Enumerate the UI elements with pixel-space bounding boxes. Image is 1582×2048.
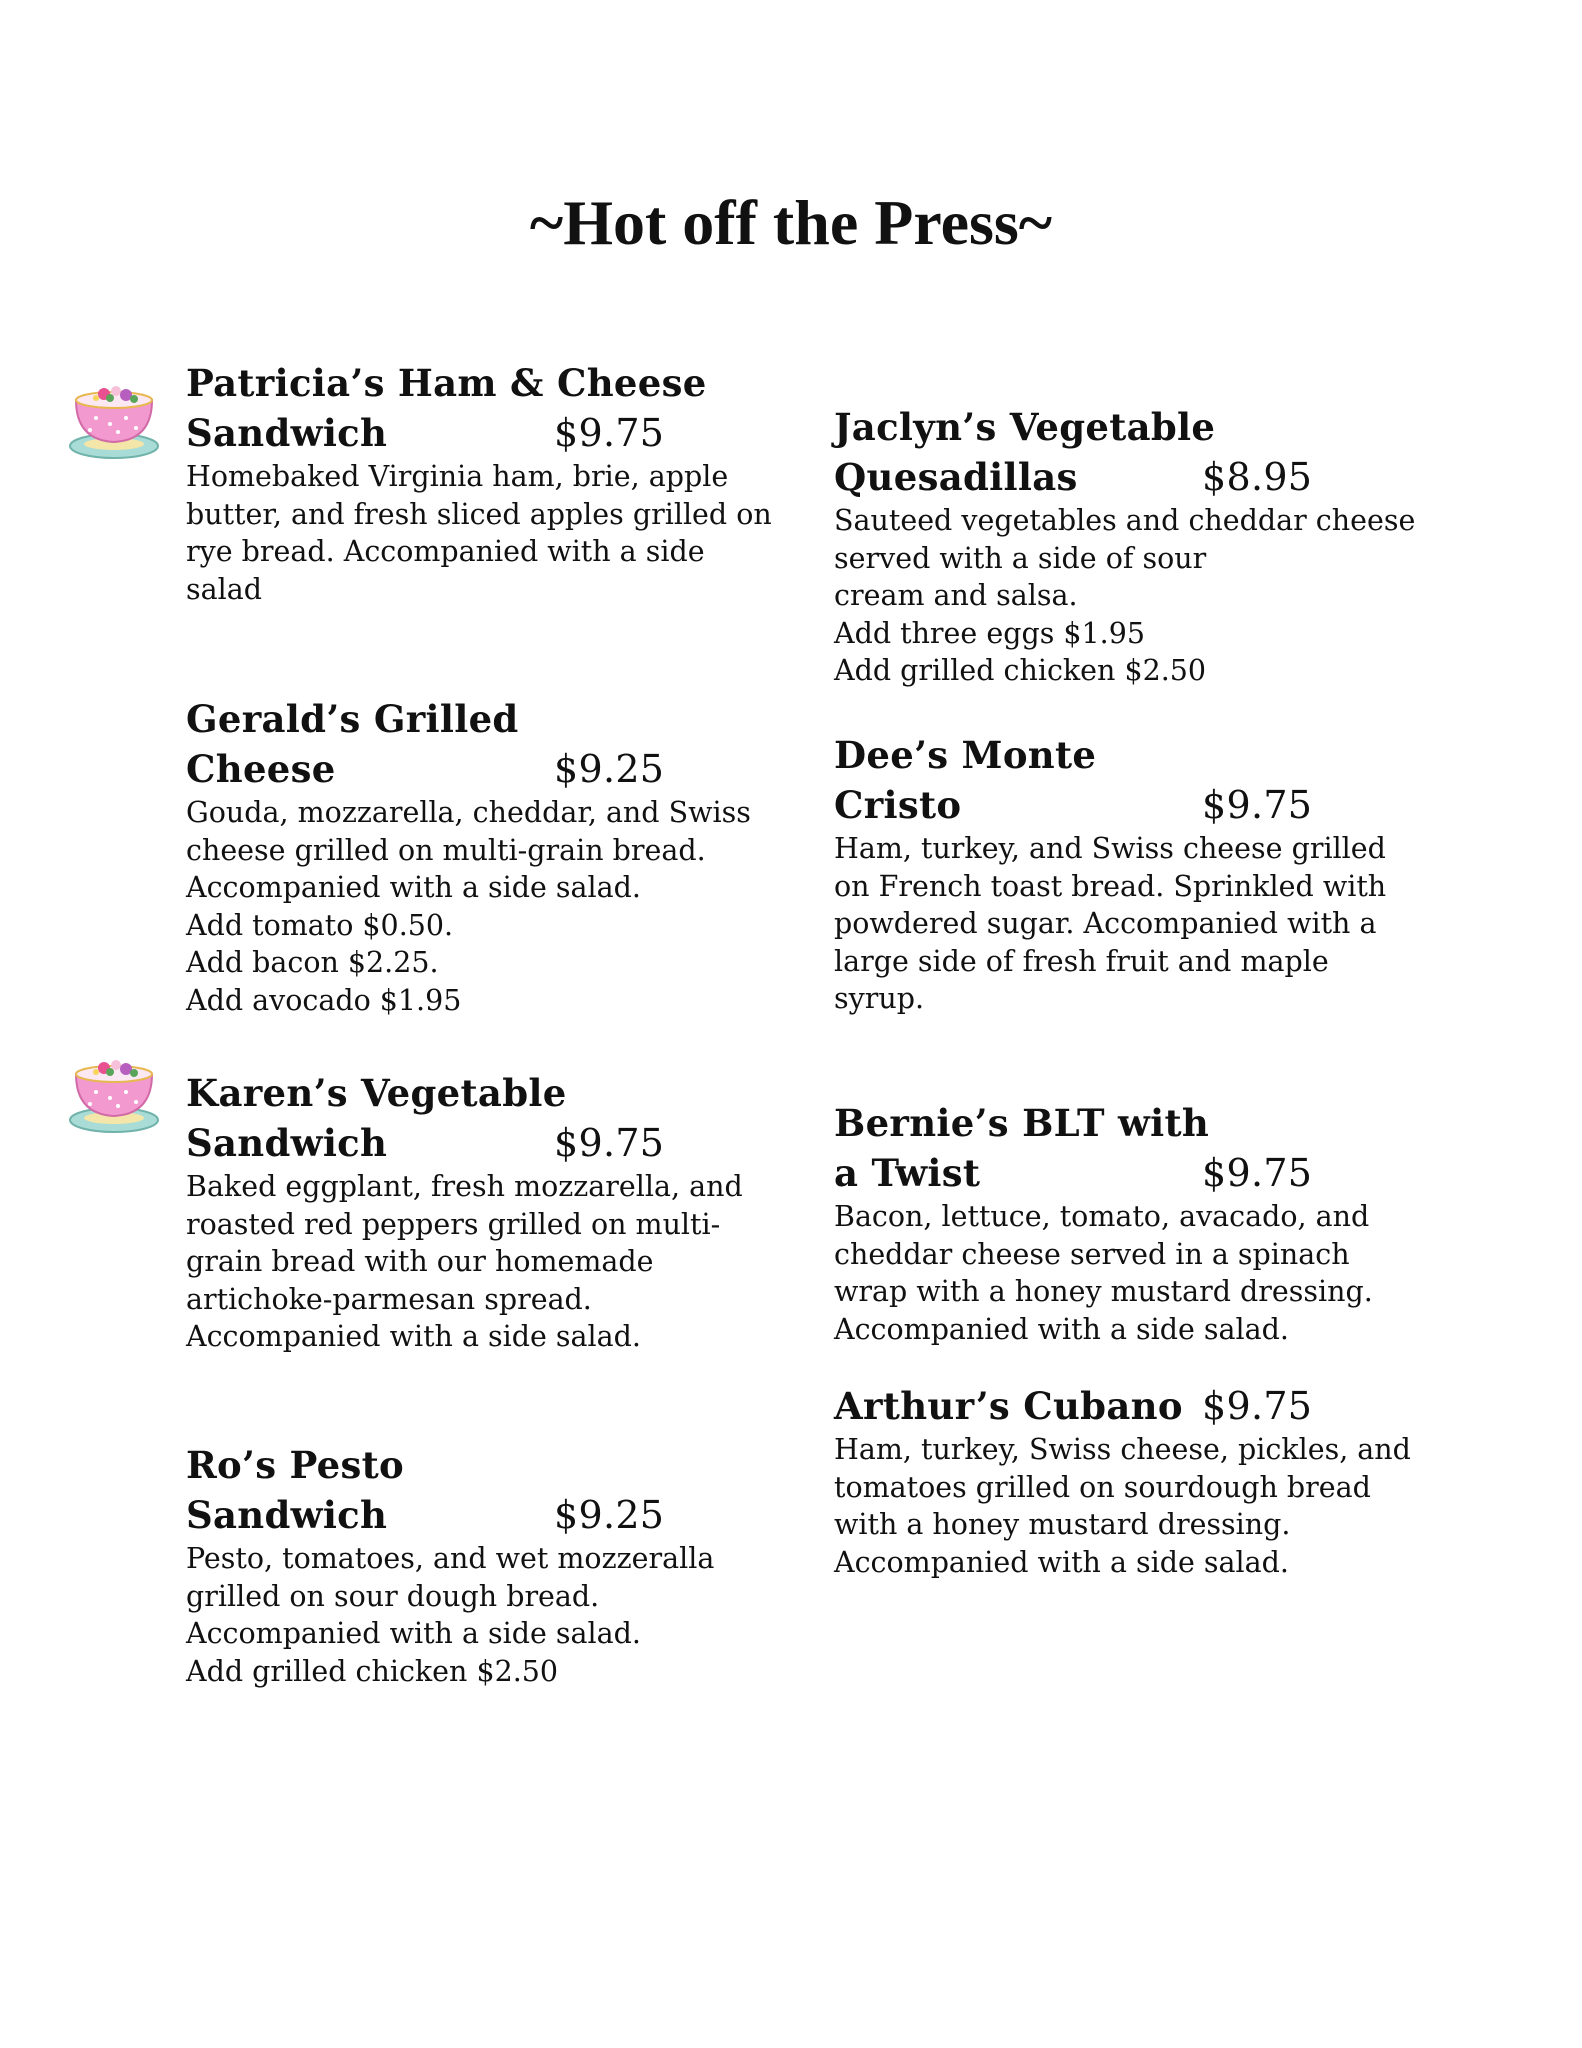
item-price: $9.75 [554,1121,665,1165]
menu-item-karens-vegetable-sandwich [186,1068,776,1356]
item-description: Add grilled chicken $2.50 [834,654,1207,687]
menu-item-jaclyns-vegetable-quesadillas [834,402,1424,690]
item-name: Sandwich [186,411,388,455]
item-name: Patricia’s Ham & Cheese [186,361,707,405]
item-description: Accompanied with a side salad. [834,1545,1289,1579]
item-price: $9.75 [554,411,665,455]
item-price: $9.75 [1202,1384,1313,1428]
item-description: Bacon, lettuce, tomato, avacado, and [834,1200,1370,1233]
item-description: Accompanied with a side salad. [186,1617,641,1650]
menu-item-geralds-grilled-cheese [186,694,776,1019]
item-name: Cristo [834,783,962,827]
item-description: salad [186,572,262,606]
item-price: $9.75 [1202,1151,1313,1195]
item-name: Arthur’s Cubano [834,1384,1183,1428]
item-description: roasted red peppers grilled on multi- [186,1207,721,1241]
item-name: Ro’s Pesto [186,1443,404,1487]
item-description: grain bread with our homemade [186,1245,654,1278]
item-description: Accompanied with a side salad. [834,1312,1289,1346]
item-description: tomatoes grilled on sourdough bread [834,1470,1371,1504]
item-description: Accompanied with a side salad. [186,871,641,904]
item-description: cheese grilled on multi-grain bread. [186,833,706,867]
item-description: Ham, turkey, Swiss cheese, pickles, and [834,1433,1411,1466]
item-name: Sandwich [186,1121,388,1165]
item-name: Dee’s Monte [834,733,1097,777]
item-description: cheddar cheese served in a spinach [834,1237,1350,1271]
item-price: $9.25 [554,1493,665,1537]
item-price: $8.95 [1202,455,1313,499]
item-description: Add avocado $1.95 [186,983,462,1017]
teacup-icon [66,1052,162,1136]
menu-item-patricias-ham-cheese [186,358,776,608]
item-description: Add bacon $2.25. [186,946,439,979]
item-description: on French toast bread. Sprinkled with [834,869,1387,903]
menu-item-arthurs-cubano [834,1381,1424,1581]
item-description: Add three eggs $1.95 [834,616,1145,650]
item-description: artichoke-parmesan spread. [186,1282,592,1316]
menu-item-bernies-blt [834,1098,1424,1348]
item-description: Gouda, mozzarella, cheddar, and Swiss [186,796,751,829]
item-description: powdered sugar. Accompanied with a [834,907,1377,940]
item-name: Karen’s Vegetable [186,1071,567,1115]
item-description: wrap with a honey mustard dressing. [834,1275,1373,1308]
item-description: rye bread. Accompanied with a side [186,535,705,568]
item-name: Bernie’s BLT with [834,1101,1210,1145]
item-description: served with a side of sour [834,541,1207,575]
page-title: ~Hot off the Press~ [529,187,1053,258]
teacup-icon [66,378,162,462]
item-description: Accompanied with a side salad. [186,1320,641,1353]
item-name: Jaclyn’s Vegetable [834,405,1216,449]
item-description: Add tomato $0.50. [186,908,454,942]
item-description: cream and salsa. [834,579,1078,612]
item-description: Ham, turkey, and Swiss cheese grilled [834,832,1386,865]
item-description: syrup. [834,982,925,1015]
item-description: butter, and fresh sliced apples grilled on [186,497,772,531]
item-name: a Twist [834,1151,981,1195]
item-name: Quesadillas [834,455,1078,499]
item-description: large side of fresh fruit and maple [834,944,1329,978]
item-description: with a honey mustard dressing. [834,1508,1291,1541]
menu-item-dees-monte-cristo [834,730,1424,1018]
item-name: Cheese [186,747,336,791]
item-price: $9.25 [554,747,665,791]
item-description: Pesto, tomatoes, and wet mozzeralla [186,1542,715,1575]
item-name: Sandwich [186,1493,388,1537]
menu-item-ros-pesto-sandwich [186,1440,776,1690]
item-description: Homebaked Virginia ham, brie, apple [186,460,729,493]
item-price: $9.75 [1202,783,1313,827]
item-description: Baked eggplant, fresh mozzarella, and [186,1170,743,1203]
item-description: Add grilled chicken $2.50 [186,1654,559,1688]
item-description: grilled on sour dough bread. [186,1579,600,1613]
item-name: Gerald’s Grilled [186,697,519,741]
item-description: Sauteed vegetables and cheddar cheese [834,504,1416,537]
